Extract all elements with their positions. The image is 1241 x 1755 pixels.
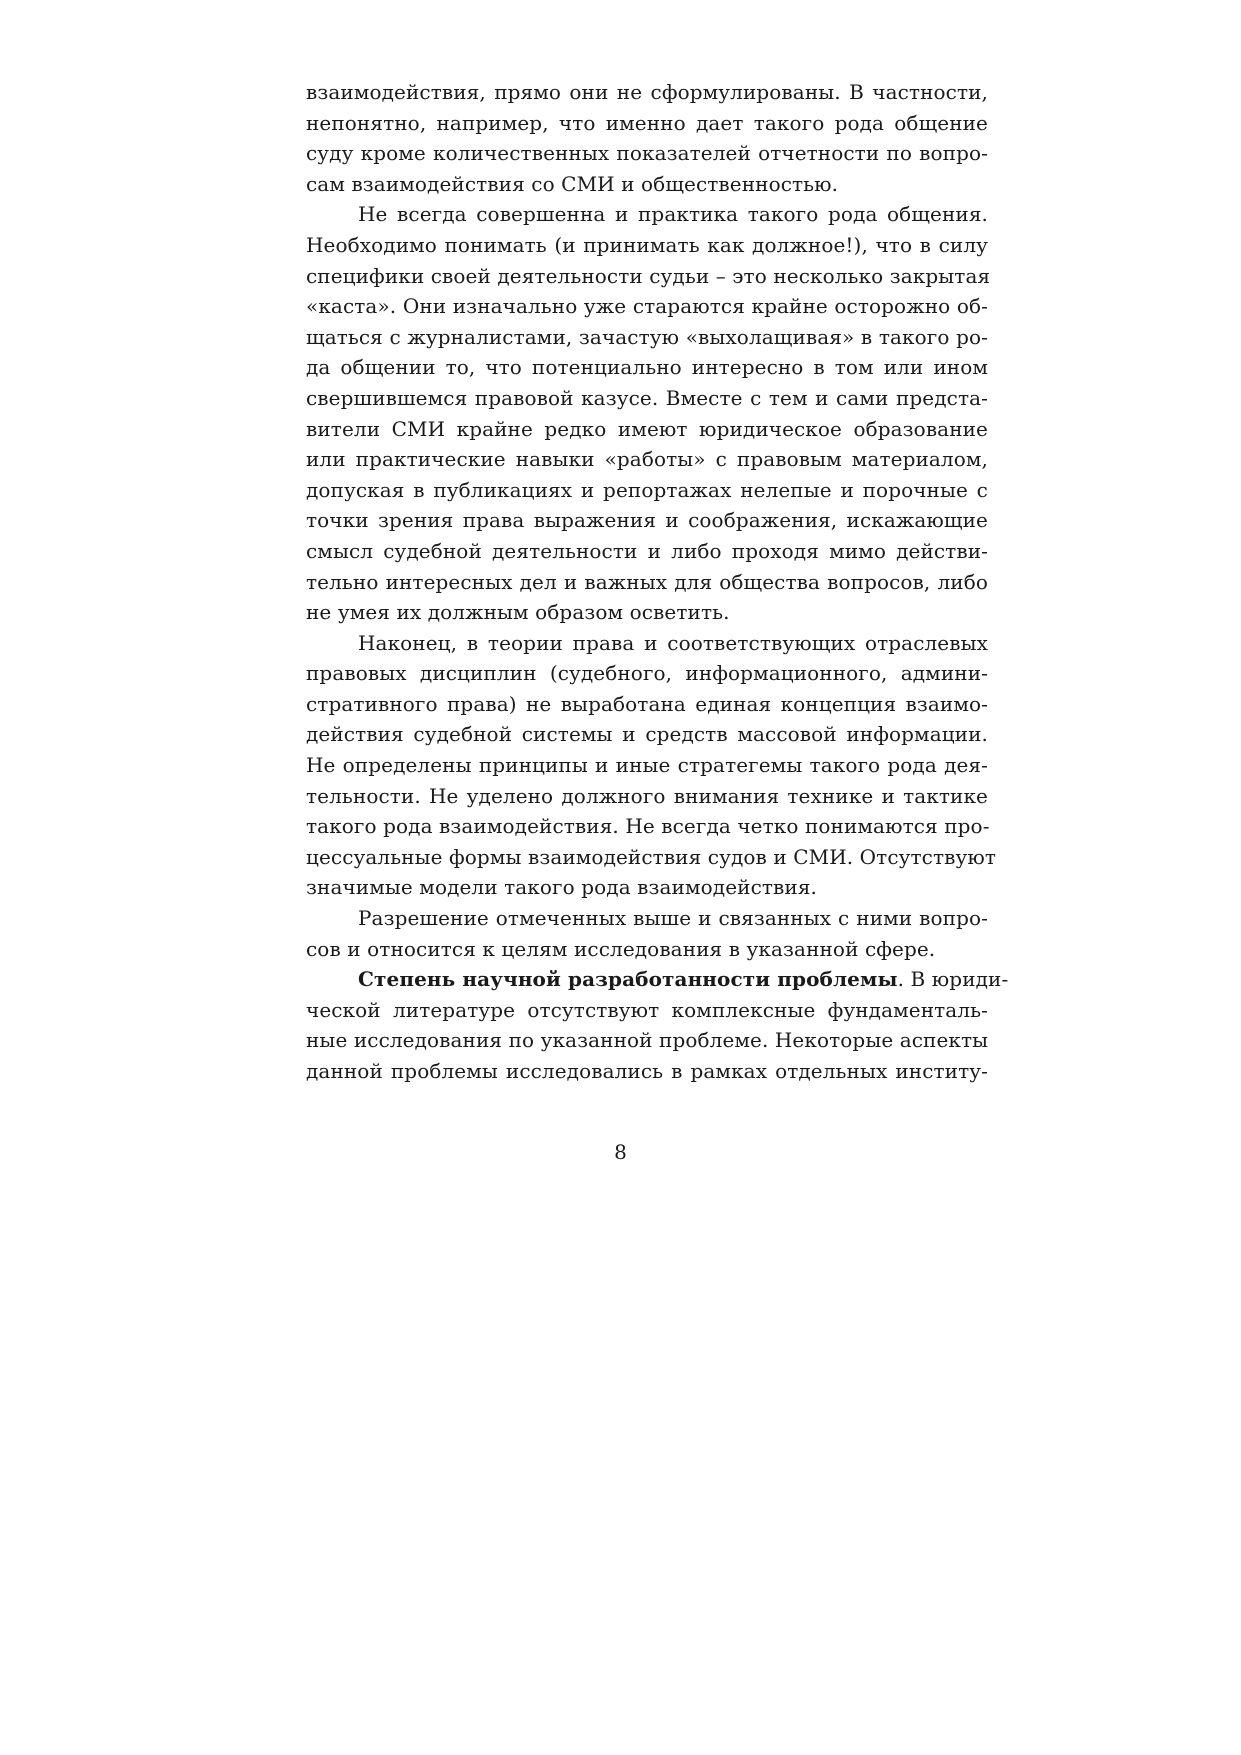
paragraph-4 xyxy=(306,903,988,964)
paragraph-1 xyxy=(306,77,988,199)
text-line: смысл судебной деятельности и либо проходя мимо действи- xyxy=(306,538,988,563)
text-line: не умея их должным образом осветить. xyxy=(306,600,730,625)
paragraph-5 xyxy=(306,964,1009,1086)
text-line: правовых дисциплин (судебного, информационного, админи- xyxy=(306,661,988,686)
text-line: «каста». Они изначально уже стараются крайне осторожно об- xyxy=(306,294,988,319)
text-line: допуская в публикациях и репортажах нелепые и порочные с xyxy=(306,477,988,502)
text-line: тельно интересных дел и важных для общества вопросов, либо xyxy=(306,569,988,594)
text-line xyxy=(306,964,1009,995)
text-line: ческой литературе отсутствуют комплексные фундаменталь- xyxy=(306,997,988,1022)
page-number: 8 xyxy=(614,1140,627,1164)
text-line: ные исследования по указанной проблеме. Некоторые аспекты xyxy=(306,1028,989,1053)
text-line: Не всегда совершенна и практика такого рода общения. xyxy=(358,202,988,227)
text-line: Наконец, в теории права и соответствующих отраслевых xyxy=(358,630,988,655)
section-heading: Степень научной разработанности проблемы xyxy=(358,967,898,992)
text-line: взаимодействия, прямо они не сформулированы. В частности, xyxy=(306,80,988,104)
text-line: вители СМИ крайне редко имеют юридическое образование xyxy=(306,416,988,441)
text-line: щаться с журналистами, зачастую «выхолащивая» в такого ро- xyxy=(306,324,988,349)
text-line: стративного права) не выработана единая концепция взаимо- xyxy=(306,691,988,716)
text-line: или практические навыки «работы» с правовым материалом, xyxy=(306,447,988,472)
text-line: непонятно, например, что именно дает такого рода общение xyxy=(306,110,988,135)
text-line: суду кроме количественных показателей отчетности по вопро- xyxy=(306,141,988,166)
text-line: значимые модели такого рода взаимодействия. xyxy=(306,875,817,900)
text-line: действия судебной системы и средств массовой информации. xyxy=(306,722,988,747)
text-line: точки зрения права выражения и соображения, искажающие xyxy=(306,508,988,533)
paragraph-3 xyxy=(306,628,997,903)
text-line: данной проблемы исследовались в рамках отдельных институ- xyxy=(306,1059,988,1083)
text-line: цессуальные формы взаимодействия судов и СМИ. Отсутствуют xyxy=(306,844,997,869)
text-line: специфики своей деятельности судьи – это несколько закрытая xyxy=(306,263,991,288)
text-line: Не определены принципы и иные стратегемы такого рода дея- xyxy=(306,753,988,778)
text-line: такого рода взаимодействия. Не всегда четко понимаются про- xyxy=(306,814,990,839)
paragraph-2 xyxy=(306,199,991,627)
text-line: свершившемся правовой казусе. Вместе с тем и сами предста- xyxy=(306,385,988,410)
text-line: Разрешение отмеченных выше и связанных с ними вопро- xyxy=(358,906,988,931)
text-line: Необходимо понимать (и принимать как должное!), что в силу xyxy=(306,232,988,257)
text-line: да общении то, что потенциально интересно в том или ином xyxy=(306,355,988,380)
text-line: сам взаимодействия со СМИ и общественностью. xyxy=(306,171,839,196)
page-body xyxy=(306,77,1009,1087)
heading-continuation: . В юриди- xyxy=(897,967,1009,992)
text-line: сов и относится к целям исследования в указанной сфере. xyxy=(306,936,936,961)
text-line: тельности. Не уделено должного внимания технике и тактике xyxy=(306,783,988,808)
